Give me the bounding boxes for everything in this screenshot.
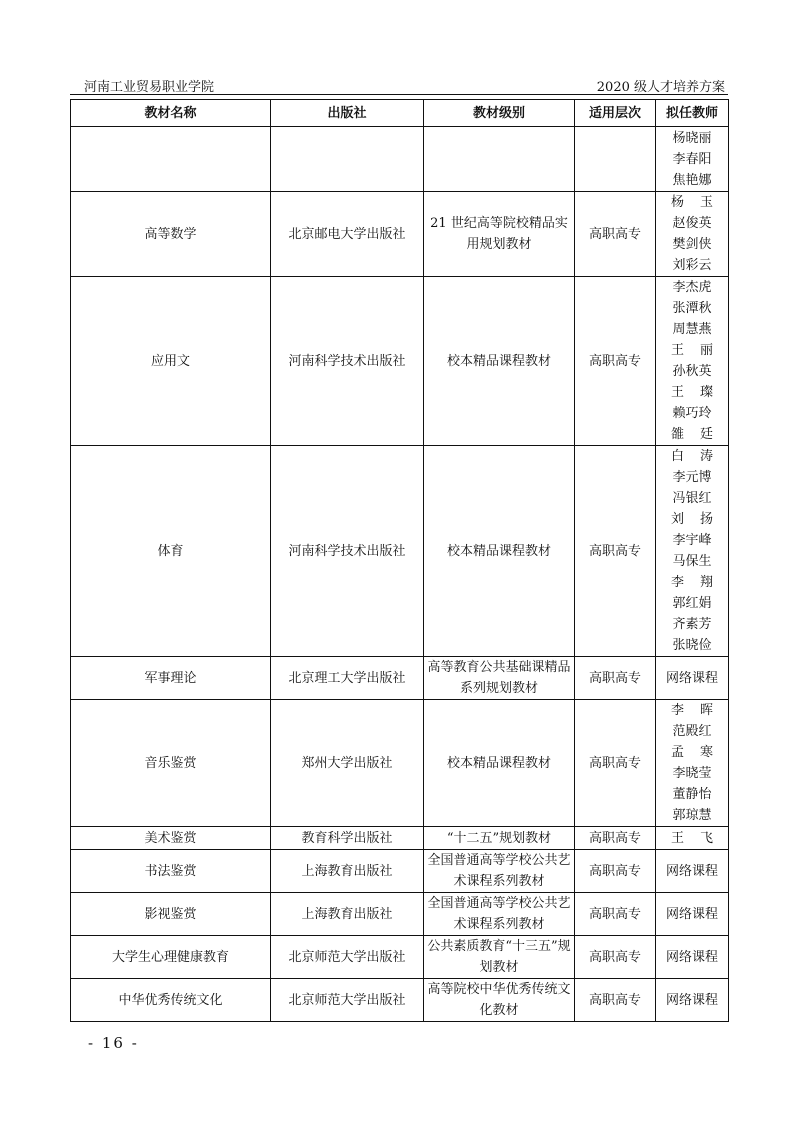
teacher-name: 网络课程	[665, 670, 718, 686]
teacher-name: 周慧燕	[672, 322, 712, 337]
publisher-cell: 河南科学技术出版社	[271, 446, 424, 657]
publisher-cell: 北京邮电大学出版社	[271, 192, 424, 277]
textbook-name-cell: 大学生心理健康教育	[71, 936, 271, 979]
teacher-name: 马保生	[672, 554, 712, 569]
level-cell: 全国普通高等学校公共艺术课程系列教材	[424, 893, 575, 936]
tier-cell	[575, 127, 656, 192]
teacher-name: 刘 扬	[671, 512, 713, 527]
textbook-table	[70, 99, 729, 1022]
column-header: 适用层次	[575, 100, 656, 127]
table-row	[71, 827, 729, 850]
teacher-name: 张潭秋	[672, 301, 712, 316]
teacher-name: 李杰虎	[672, 280, 712, 295]
teacher-name: 刘彩云	[672, 258, 712, 273]
level-cell: 高等教育公共基础课精品系列规划教材	[424, 657, 575, 700]
tier-cell: 高职高专	[575, 192, 656, 277]
teacher-name: 网络课程	[665, 992, 718, 1008]
teachers-cell	[656, 827, 729, 850]
column-header: 教材级别	[424, 100, 575, 127]
publisher-cell	[271, 127, 424, 192]
textbook-name-cell: 中华优秀传统文化	[71, 979, 271, 1022]
level-cell: 全国普通高等学校公共艺术课程系列教材	[424, 850, 575, 893]
table-row	[71, 893, 729, 936]
teachers-cell	[656, 192, 729, 277]
publisher-cell: 郑州大学出版社	[271, 700, 424, 827]
teachers-cell	[656, 277, 729, 446]
header-plan-title: 2020 级人才培养方案	[596, 80, 725, 95]
teacher-name: 董静怡	[672, 787, 712, 802]
teacher-name: 王 飞	[671, 830, 713, 846]
teacher-name: 孙秋英	[672, 364, 712, 379]
publisher-cell: 北京理工大学出版社	[271, 657, 424, 700]
teachers-cell	[656, 700, 729, 827]
textbook-name-cell: 书法鉴赏	[71, 850, 271, 893]
teacher-name: 赵俊英	[672, 216, 712, 231]
teacher-name: 李 翔	[671, 575, 713, 590]
tier-cell: 高职高专	[575, 936, 656, 979]
textbook-name-cell: 体育	[71, 446, 271, 657]
teacher-name: 杨 玉	[671, 195, 713, 210]
teacher-name: 网络课程	[665, 863, 718, 879]
tier-cell: 高职高专	[575, 277, 656, 446]
tier-cell: 高职高专	[575, 850, 656, 893]
teachers-cell	[656, 657, 729, 700]
textbook-name-cell: 高等数学	[71, 192, 271, 277]
teacher-name: 焦艳娜	[672, 172, 712, 188]
teacher-name: 郭红娟	[672, 596, 712, 611]
level-cell: “十二五”规划教材	[424, 827, 575, 850]
teacher-name: 雒 廷	[671, 427, 713, 442]
textbook-name-cell: 应用文	[71, 277, 271, 446]
tier-cell: 高职高专	[575, 700, 656, 827]
teacher-name: 杨晓丽	[672, 130, 712, 146]
table-row	[71, 277, 729, 446]
header-school-name: 河南工业贸易职业学院	[84, 80, 215, 95]
teacher-name: 齐素芳	[672, 617, 712, 632]
textbook-name-cell: 影视鉴赏	[71, 893, 271, 936]
table-row	[71, 657, 729, 700]
column-header: 教材名称	[71, 100, 271, 127]
table-header-row	[71, 100, 729, 127]
textbook-name-cell: 音乐鉴赏	[71, 700, 271, 827]
publisher-cell: 上海教育出版社	[271, 893, 424, 936]
level-cell: 校本精品课程教材	[424, 446, 575, 657]
column-header: 拟任教师	[656, 100, 729, 127]
table-row	[71, 850, 729, 893]
level-cell: 校本精品课程教材	[424, 700, 575, 827]
teachers-cell	[656, 127, 729, 192]
table-body	[71, 127, 729, 1022]
teacher-name: 李春阳	[672, 151, 712, 167]
publisher-cell: 北京师范大学出版社	[271, 936, 424, 979]
teachers-cell	[656, 936, 729, 979]
teachers-cell	[656, 979, 729, 1022]
table-row	[71, 979, 729, 1022]
tier-cell: 高职高专	[575, 979, 656, 1022]
publisher-cell: 上海教育出版社	[271, 850, 424, 893]
teacher-name: 李 晖	[671, 703, 713, 718]
table-row	[71, 700, 729, 827]
teacher-name: 李晓莹	[672, 766, 712, 781]
column-header: 出版社	[271, 100, 424, 127]
teacher-name: 王 璨	[671, 385, 713, 400]
tier-cell: 高职高专	[575, 657, 656, 700]
table-row	[71, 446, 729, 657]
level-cell: 21 世纪高等院校精品实用规划教材	[424, 192, 575, 277]
teacher-name: 樊剑侠	[672, 237, 712, 252]
textbook-name-cell: 美术鉴赏	[71, 827, 271, 850]
level-cell: 高等院校中华优秀传统文化教材	[424, 979, 575, 1022]
tier-cell: 高职高专	[575, 827, 656, 850]
level-cell: 公共素质教育“十三五”规划教材	[424, 936, 575, 979]
teacher-name: 孟 寒	[671, 745, 713, 760]
tier-cell: 高职高专	[575, 893, 656, 936]
header-rule	[70, 94, 728, 95]
textbook-name-cell	[71, 127, 271, 192]
teachers-cell	[656, 446, 729, 657]
teachers-cell	[656, 850, 729, 893]
teacher-name: 范殿红	[672, 724, 712, 739]
table-row	[71, 127, 729, 192]
table-row	[71, 192, 729, 277]
teacher-name: 冯银红	[672, 491, 712, 506]
publisher-cell: 北京师范大学出版社	[271, 979, 424, 1022]
tier-cell: 高职高专	[575, 446, 656, 657]
teacher-name: 赖巧玲	[672, 406, 712, 421]
teacher-name: 白 涛	[671, 449, 713, 464]
teacher-name: 张晓俭	[672, 638, 712, 653]
teachers-cell	[656, 893, 729, 936]
teacher-name: 李宇峰	[672, 533, 712, 548]
publisher-cell: 河南科学技术出版社	[271, 277, 424, 446]
teacher-name: 李元博	[672, 470, 712, 485]
teacher-name: 网络课程	[665, 949, 718, 965]
level-cell: 校本精品课程教材	[424, 277, 575, 446]
table-row	[71, 936, 729, 979]
teacher-name: 王 丽	[671, 343, 713, 358]
teacher-name: 网络课程	[665, 906, 718, 922]
textbook-name-cell: 军事理论	[71, 657, 271, 700]
level-cell	[424, 127, 575, 192]
page-number: - 16 -	[88, 1034, 139, 1052]
teacher-name: 郭琼慧	[672, 808, 712, 823]
publisher-cell: 教育科学出版社	[271, 827, 424, 850]
